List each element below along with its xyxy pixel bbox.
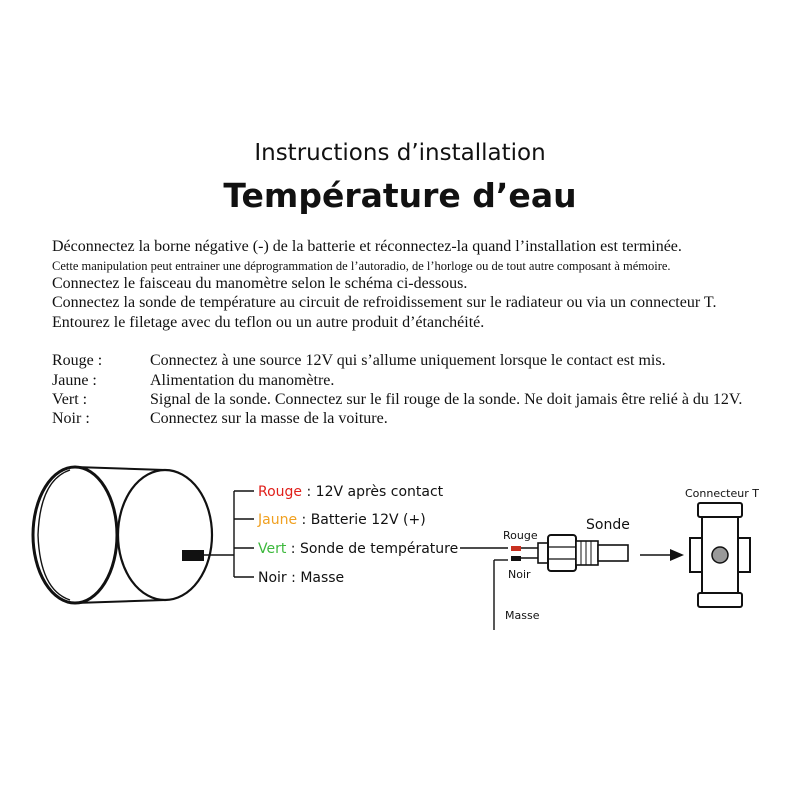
wire-key: Rouge :	[52, 352, 103, 369]
probe-red-label: Rouge	[503, 529, 538, 542]
instruction-line-1: Déconnectez la borne négative (-) de la batterie et réconnectez-la quand l’installation est terminée.	[52, 238, 682, 255]
wire-key: Vert :	[52, 391, 88, 408]
harness-jaune-name: Jaune	[258, 512, 298, 528]
gauge-body	[33, 467, 212, 603]
harness-noir-label: Noir : Masse	[258, 570, 345, 586]
harness-rouge-label: Rouge : 12V après contact	[258, 484, 444, 500]
ground-label: Masse	[505, 609, 540, 622]
harness-jaune-label: Jaune : Batterie 12V (+)	[258, 512, 426, 528]
harness-lines	[234, 491, 508, 577]
harness-jaune-desc: Batterie 12V (+)	[310, 512, 426, 528]
gauge-connector	[182, 550, 204, 561]
harness-vert-desc: Sonde de température	[299, 541, 459, 557]
harness-vert-label: Vert : Sonde de température	[258, 541, 459, 557]
instruction-line-3: Connectez le faisceau du manomètre selon le schéma ci-dessous.	[52, 275, 468, 292]
instruction-line-4: Connectez la sonde de température au circuit de refroidissement sur le radiateur ou via un connecteur T.	[52, 294, 717, 311]
wire-desc: Connectez sur la masse de la voiture.	[150, 410, 388, 427]
harness-rouge-desc: 12V après contact	[315, 484, 444, 500]
instruction-line-2: Cette manipulation peut entrainer une déprogrammation de l’autoradio, de l’horloge ou de tout autre composant à mémoire.	[52, 259, 671, 273]
wire-key: Jaune :	[52, 372, 97, 389]
harness-vert-name: Vert	[258, 541, 287, 557]
page-title: Instructions d’installation	[254, 140, 546, 166]
arrow-icon	[640, 549, 684, 561]
instruction-line-5: Entourez le filetage avec du teflon ou un autre produit d’étanchéité.	[52, 314, 485, 331]
harness-rouge-name: Rouge	[258, 484, 303, 500]
t-connector	[685, 487, 759, 607]
page-subtitle: Température d’eau	[223, 176, 577, 215]
harness-noir-desc: Masse	[300, 570, 345, 586]
probe-label: Sonde	[586, 517, 630, 533]
harness-noir-name: Noir	[258, 570, 287, 586]
wire-key: Noir :	[52, 410, 90, 427]
wire-desc: Signal de la sonde. Connectez sur le fil rouge de la sonde. Ne doit jamais être relié à du 12V.	[150, 391, 743, 408]
temperature-probe	[503, 517, 630, 581]
wire-desc: Connectez à une source 12V qui s’allume uniquement lorsque le contact est mis.	[150, 352, 666, 369]
wire-desc: Alimentation du manomètre.	[150, 372, 335, 389]
probe-black-label: Noir	[508, 568, 531, 581]
connector-label: Connecteur T	[685, 487, 759, 500]
